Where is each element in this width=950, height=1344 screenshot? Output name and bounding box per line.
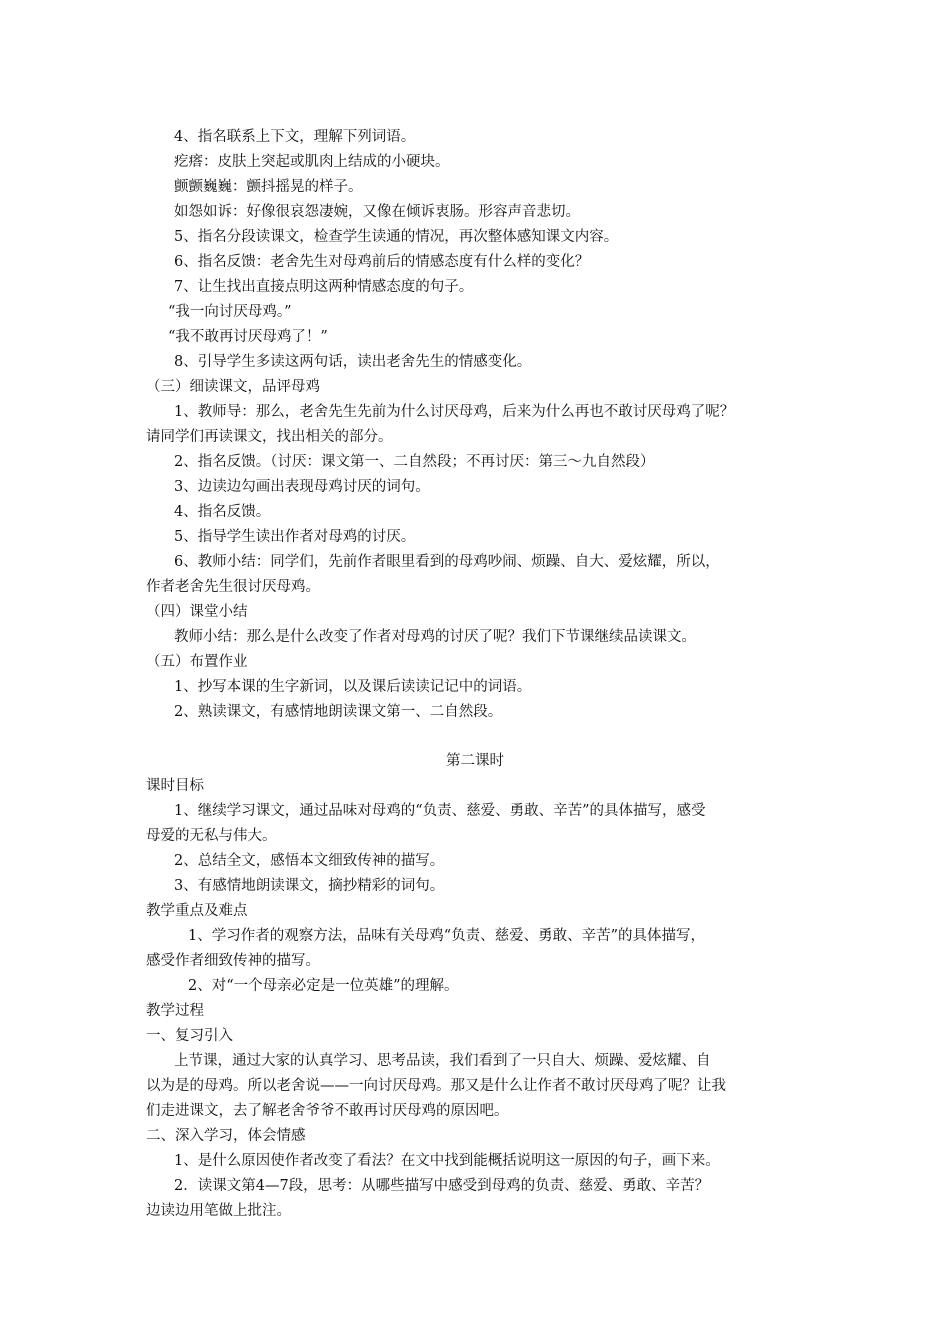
text-line: 颤颤巍巍：颤抖摇晃的样子。 [174,179,363,195]
text-line: 母爱的无私与伟大。 [146,828,277,844]
text-line: 4、指名反馈。 [174,504,271,520]
quote-line: “我不敢再讨厌母鸡了！” [168,329,328,345]
quote-line: “我一向讨厌母鸡。” [168,304,292,320]
text-line: 5、指名分段读课文，检查学生读通的情况，再次整体感知课文内容。 [174,229,619,245]
section-heading: 教学重点及难点 [146,903,248,919]
text-line: 2．读课文第4—7段，思考：从哪些描写中感受到母鸡的负责、慈爱、勇敢、辛苦？ [174,1178,710,1194]
text-line: 2、指名反馈。（讨厌：课文第一、二自然段；不再讨厌：第三～九自然段） [174,454,655,470]
section-heading: （四）课堂小结 [146,604,248,620]
text-line: 1、继续学习课文，通过品味对母鸡的“负责、慈爱、勇敢、辛苦”的具体描写，感受 [174,803,706,819]
text-line: 们走进课文，去了解老舍爷爷不敢再讨厌母鸡的原因吧。 [146,1103,509,1119]
text-line: 6、教师小结：同学们，先前作者眼里看到的母鸡吵闹、烦躁、自大、爱炫耀，所以， [174,554,720,570]
section-heading: 一、复习引入 [146,1028,233,1044]
text-line: 边读边用笔做上批注。 [146,1203,291,1219]
text-line: 1、抄写本课的生字新词，以及课后读读记记中的词语。 [174,679,532,695]
lesson-title: 第二课时 [446,753,504,769]
text-line: 作者老舍先生很讨厌母鸡。 [146,579,320,595]
text-line: 请同学们再读课文，找出相关的部分。 [146,429,393,445]
text-line: 6、指名反馈：老舍先生对母鸡前后的情感态度有什么样的变化？ [174,254,590,270]
text-line: 4、指名联系上下文，理解下列词语。 [174,129,416,145]
text-line: 1、是什么原因使作者改变了看法？在文中找到能概括说明这一原因的句子，画下来。 [174,1153,720,1169]
text-line: 7、让生找出直接点明这两种情感态度的句子。 [174,279,474,295]
section-heading: （三）细读课文，品评母鸡 [146,379,320,395]
text-line: 1、学习作者的观察方法，品味有关母鸡“负责、慈爱、勇敢、辛苦”的具体描写， [188,928,706,944]
text-line: 疙瘩：皮肤上突起或肌肉上结成的小硬块。 [174,154,450,170]
section-heading: 教学过程 [146,1003,204,1019]
text-line: 2、总结全文，感悟本文细致传神的描写。 [174,853,445,869]
text-line: 3、有感情地朗读课文，摘抄精彩的词句。 [174,878,445,894]
text-line: 8、引导学生多读这两句话，读出老舍先生的情感变化。 [174,354,532,370]
text-line: 如怨如诉：好像很哀怨凄婉，又像在倾诉衷肠。形容声音悲切。 [174,204,580,220]
section-heading: （五）布置作业 [146,654,248,670]
text-line: 3、边读边勾画出表现母鸡讨厌的词句。 [174,479,430,495]
text-line: 感受作者细致传神的描写。 [146,953,320,969]
text-line: 以为是的母鸡。所以老舍说——一向讨厌母鸡。那又是什么让作者不敢讨厌母鸡了呢？让我 [146,1078,726,1094]
text-line: 5、指导学生读出作者对母鸡的讨厌。 [174,529,416,545]
section-heading: 二、深入学习，体会情感 [146,1128,306,1144]
text-line: 1、教师导：那么，老舍先生先前为什么讨厌母鸡，后来为什么再也不敢讨厌母鸡了呢？ [174,404,735,420]
text-line: 教师小结：那么是什么改变了作者对母鸡的讨厌了呢？我们下节课继续品读课文。 [174,629,696,645]
section-heading: 课时目标 [146,778,204,794]
text-line: 上节课，通过大家的认真学习、思考品读，我们看到了一只自大、烦躁、爱炫耀、自 [174,1053,711,1069]
text-line: 2、熟读课文，有感情地朗读课文第一、二自然段。 [174,704,503,720]
text-line: 2、对“一个母亲必定是一位英雄”的理解。 [188,978,459,994]
